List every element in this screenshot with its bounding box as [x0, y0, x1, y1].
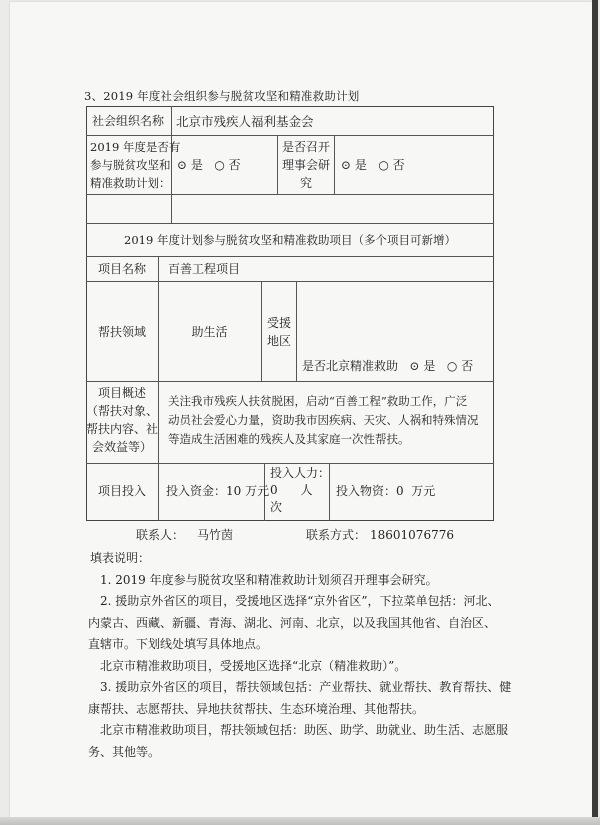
board-label-line-1: 是否召开: [281, 140, 330, 154]
note-line: 2. 援助京外省区的项目，受援地区选择“京外省区”，下拉菜单包括：河北、: [100, 594, 500, 608]
participation-radio-group: [177, 158, 241, 173]
col-divider: [171, 106, 172, 223]
materials-value[interactable]: 投入物资：0 万元: [336, 484, 436, 498]
radio-selected-icon[interactable]: ⊙: [409, 359, 420, 373]
radio-unselected-icon[interactable]: ○: [446, 359, 458, 373]
precise-aid-question: 是否北京精准救助: [302, 359, 399, 373]
scan-edge-bottom: [0, 817, 600, 825]
board-radio-group: [341, 158, 405, 173]
radio-yes-label: 是: [354, 158, 367, 172]
row-divider: [86, 135, 494, 136]
people-line: 次: [270, 500, 283, 514]
radio-no-label: 否: [392, 158, 405, 172]
participation-label-line-3: 精准救助计划：: [90, 176, 171, 190]
field-label: 帮扶领域: [97, 325, 146, 339]
row-divider: [86, 463, 494, 464]
people-line: 0 人: [270, 483, 313, 497]
org-name-label: 社会组织名称: [92, 114, 165, 128]
note-line: 康帮扶、志愿帮扶、异地扶贫帮扶、生态环境治理、其他帮扶。: [88, 701, 425, 716]
notes-title: 填表说明：: [90, 551, 151, 565]
note-line: 1. 2019 年度参与脱贫攻坚和精准救助计划须召开理事会研究。: [100, 572, 438, 587]
note-line: 务、其他等。: [88, 744, 161, 759]
summary-line: 等造成生活困难的残疾人及其家庭一次性帮扶。: [168, 432, 410, 446]
region-label-line-1: 受援: [266, 316, 291, 330]
row-divider: [86, 281, 494, 282]
radio-selected-icon[interactable]: ⊙: [341, 158, 352, 172]
org-name-value[interactable]: 北京市残疾人福利基金会: [176, 114, 314, 129]
row-divider: [86, 381, 494, 382]
board-label-line-2: 理事会研: [281, 158, 330, 172]
summary-label-line: 会效益等）: [91, 440, 152, 454]
contact-method-label: 联系方式：: [306, 528, 367, 542]
summary-label-line: 项目概述: [97, 386, 146, 400]
summary-label-line: （帮扶对象、: [86, 404, 159, 418]
scan-edge-right: [592, 0, 598, 825]
row-divider: [86, 194, 494, 195]
section-heading: 3、2019 年度社会组织参与脱贫攻坚和精准救助计划: [84, 89, 360, 103]
note-line: 北京市精准救助项目，帮扶领域包括：助医、助学、助就业、助生活、志愿服: [100, 723, 509, 737]
project-section-title: 2019 年度计划参与脱贫攻坚和精准救助项目（多个项目可新增）: [124, 233, 456, 247]
summary-label-line: 帮扶内容、社: [86, 422, 159, 436]
contact-person-label: 联系人：: [136, 528, 185, 542]
col-divider: [296, 281, 297, 381]
summary-label: [86, 384, 158, 456]
people-line: 投入人力：: [270, 466, 331, 480]
col-divider: [277, 135, 278, 194]
summary-line: 关注我市残疾人扶贫脱困，启动“百善工程”救助工作，广泛: [168, 394, 468, 408]
summary-line: 动员社会爱心力量，资助我市因疾病、天灾、人祸和特殊情况: [168, 413, 479, 427]
radio-unselected-icon[interactable]: ○: [214, 158, 225, 172]
precise-aid-row: [302, 359, 473, 374]
field-value[interactable]: 助生活: [191, 325, 228, 339]
project-name-value[interactable]: 百善工程项目: [168, 262, 241, 276]
note-line: 3. 援助京外省区的项目，帮扶领域包括：产业帮扶、就业帮扶、教育帮扶、健: [100, 680, 512, 694]
row-divider: [86, 256, 494, 257]
radio-yes-label: 是: [190, 158, 203, 172]
contact-person: 马竹茵: [197, 528, 234, 542]
region-label-line-2: 地区: [266, 334, 291, 348]
note-line: 北京市精准救助项目，受援地区选择“北京（精准救助）”。: [100, 658, 407, 673]
contact-phone: 18601076776: [370, 528, 454, 542]
participation-label-line-1: 2019 年度是否有: [90, 140, 181, 154]
radio-yes-label: 是: [423, 359, 436, 373]
radio-no-label: 否: [461, 359, 474, 373]
note-line: 内蒙古、西藏、新疆、青海、湖北、河南、北京，以及我国其他省、自治区、: [88, 615, 497, 630]
note-line: 直辖市。下划线处填写具体地点。: [88, 637, 269, 651]
participation-label-line-2: 参与脱贫攻坚和: [90, 158, 171, 172]
funds-value[interactable]: 投入资金：10 万元: [166, 484, 270, 498]
radio-selected-icon[interactable]: ⊙: [177, 158, 188, 172]
input-label: 项目投入: [97, 484, 146, 498]
col-divider: [261, 281, 262, 381]
col-divider: [158, 256, 159, 521]
radio-no-label: 否: [228, 158, 241, 172]
project-name-label: 项目名称: [97, 262, 146, 276]
radio-unselected-icon[interactable]: ○: [378, 158, 389, 172]
people-value[interactable]: [270, 465, 330, 516]
row-divider: [86, 223, 494, 224]
col-divider: [334, 135, 335, 194]
summary-text[interactable]: [168, 392, 479, 449]
board-label-line-3: 究: [299, 176, 312, 190]
fill-instructions: [88, 548, 518, 763]
